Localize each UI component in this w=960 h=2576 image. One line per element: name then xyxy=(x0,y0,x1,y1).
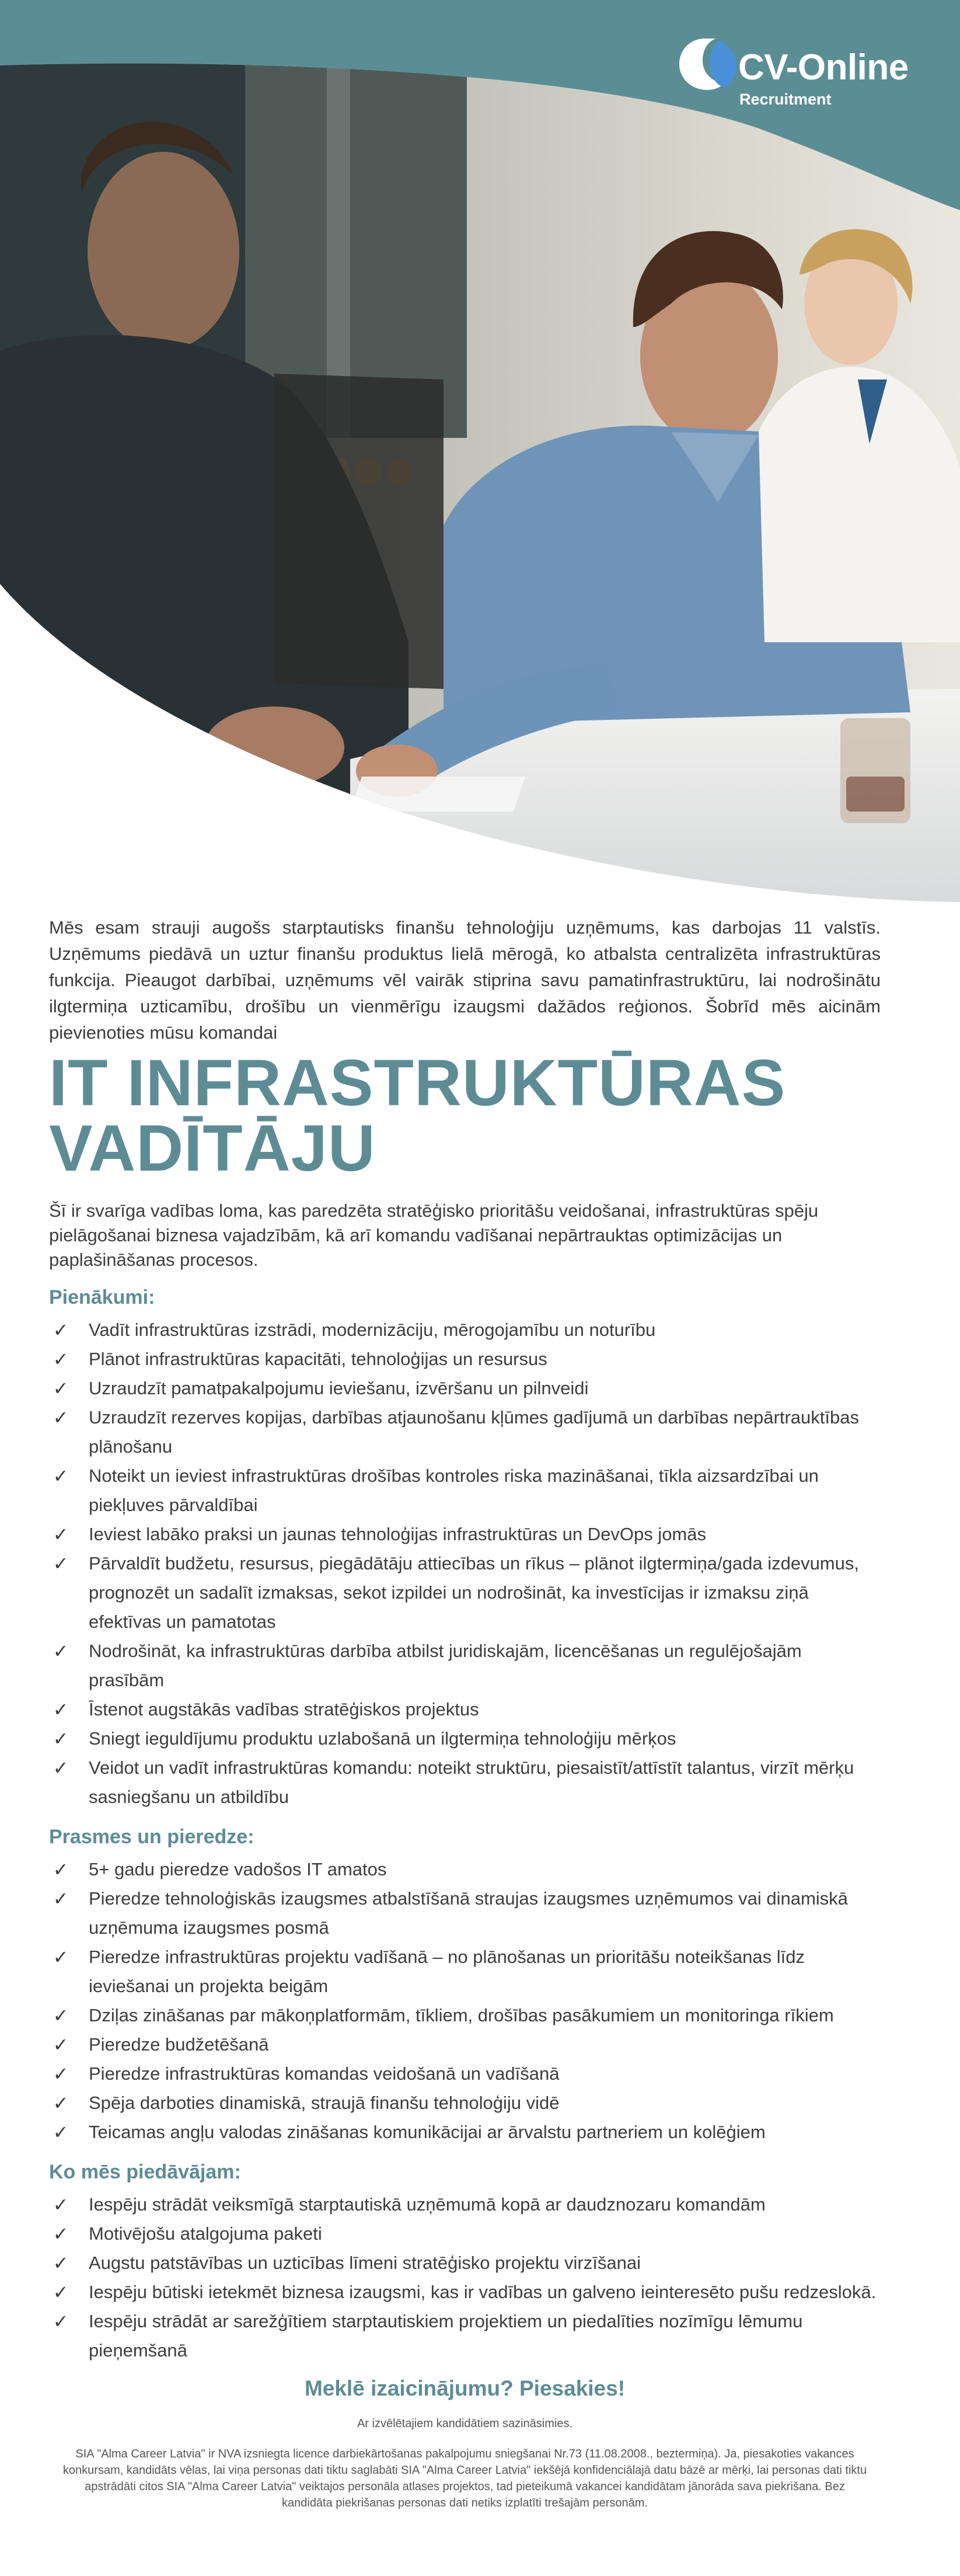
check-icon: ✓ xyxy=(53,1699,69,1720)
skills-heading: Prasmes un pieredze: xyxy=(49,1826,254,1848)
list-item: ✓ Vadīt infrastruktūras izstrādi, modernizāciju, mērogojamību un noturību xyxy=(49,1315,881,1345)
list-item: ✓ Nodrošināt, ka infrastruktūras darbība atbilst juridiskajām, licencēšanas un regulējošajām prasībām xyxy=(49,1637,881,1695)
list-item: ✓ Pieredze infrastruktūras komandas veidošanā un vadīšanā xyxy=(49,2059,881,2088)
check-icon: ✓ xyxy=(53,1553,69,1574)
hero-banner xyxy=(0,0,960,902)
check-icon: ✓ xyxy=(53,1728,69,1749)
apply-call-to-action[interactable]: Meklē izaicinājumu? Piesakies! xyxy=(304,2376,626,2400)
list-item: ✓ Veidot un vadīt infrastruktūras komandu: noteikt struktūru, piesaistīt/attīstīt talantus, virzīt mērķu sasniegšanu un atbildību xyxy=(49,1753,881,1812)
list-item: ✓ Pieredze tehnoloģiskās izaugsmes atbalstīšanā straujas izaugsmes uzņēmumos vai dinamiskā uzņēmuma izaugsmes posmā xyxy=(49,1884,881,1943)
check-icon: ✓ xyxy=(53,2194,69,2215)
check-icon: ✓ xyxy=(53,2093,69,2114)
list-item: ✓ Sniegt ieguldījumu produktu uzlabošanā un ilgtermiņa tehnoloģiju mērķos xyxy=(49,1724,881,1753)
check-icon: ✓ xyxy=(53,1641,69,1662)
check-icon: ✓ xyxy=(53,2253,69,2274)
list-item: ✓ Iespēju strādāt ar sarežģītiem starptautiskiem projektiem un piedalīties nozīmīgu lēmumu pieņemšanā xyxy=(49,2307,881,2365)
list-item: ✓ Dziļas zināšanas par mākoņplatformām, tīkliem, drošības pasākumiem un monitoringa rīkiem xyxy=(49,2001,881,2030)
skills-list xyxy=(49,1855,881,2147)
list-item: ✓ Īstenot augstākās vadības stratēģiskos projektus xyxy=(49,1695,881,1724)
job-title-line-2: VADĪTĀJU xyxy=(49,1112,376,1185)
check-icon: ✓ xyxy=(53,1378,69,1399)
list-item: ✓ Iespēju strādāt veiksmīgā starptautiskā uzņēmumā kopā ar daudznozaru komandām xyxy=(49,2190,881,2219)
duties-heading: Pienākumi: xyxy=(49,1286,155,1308)
job-ad-content xyxy=(49,914,881,2511)
check-icon: ✓ xyxy=(53,1349,69,1370)
brand-sub: Recruitment xyxy=(739,90,832,108)
list-item: ✓ Plānot infrastruktūras kapacitāti, tehnoloģijas un resursus xyxy=(49,1345,881,1374)
intro-paragraph: Mēs esam strauji augošs starptautisks finanšu tehnoloģiju uzņēmums, kas darbojas 11 valstīs. Uzņēmums piedāvā un uztur finanšu produktus lielā mērogā, ko atbalsta centralizēta infrastruktūras funkcija. Pieaugot darbībai, uzņēmums vēl vairāk stiprina savu pamatinfrastruktūru, lai nodrošinātu ilgtermiņa uzticamību, drošību un vienmērīgu izaugsmi dažādos reģionos. Šobrīd mēs aicinām pievienoties mūsu komandai xyxy=(49,917,881,1043)
check-icon: ✓ xyxy=(53,2034,69,2055)
list-item: ✓ Augstu patstāvības un uzticības līmeni stratēģisko projektu virzīšanai xyxy=(49,2248,881,2278)
cv-online-logo-icon xyxy=(677,34,741,92)
list-item: ✓ Pieredze infrastruktūras projektu vadīšanā – no plānošanas un prioritāšu noteikšanas līdz ieviešanai un projekta beigām xyxy=(49,1943,881,2001)
check-icon: ✓ xyxy=(53,1757,69,1778)
job-title xyxy=(49,1046,881,1185)
check-icon: ✓ xyxy=(53,1947,69,1968)
check-icon: ✓ xyxy=(53,1888,69,1909)
list-item: ✓ Teicamas angļu valodas zināšanas komunikācijai ar ārvalstu partneriem un kolēģiem xyxy=(49,2118,881,2147)
list-item: ✓ Uzraudzīt rezerves kopijas, darbības atjaunošanu kļūmes gadījumā un darbības nepārtrauktības plānošanu xyxy=(49,1403,881,1461)
check-icon: ✓ xyxy=(53,1859,69,1880)
check-icon: ✓ xyxy=(53,2223,69,2244)
check-icon: ✓ xyxy=(53,1465,69,1487)
check-icon: ✓ xyxy=(53,1407,69,1428)
check-icon: ✓ xyxy=(53,1524,69,1545)
list-item: ✓ Pārvaldīt budžetu, resursus, piegādātāju attiecības un rīkus – plānot ilgtermiņa/gada izdevumus, prognozēt un sadalīt izmaksas, sekot izpildei un nodrošināt, ka investīcijas ir izmaksu ziņā efektīvas un pamatotas xyxy=(49,1549,881,1637)
check-icon: ✓ xyxy=(53,2282,69,2303)
job-title-line-1: IT INFRASTRUKTŪRAS xyxy=(49,1046,786,1119)
list-item: ✓ Noteikt un ieviest infrastruktūras drošības kontroles riska mazināšanai, tīkla aizsardzībai un piekļuves pārvaldībai xyxy=(49,1461,881,1520)
list-item: ✓ Uzraudzīt pamatpakalpojumu ieviešanu, izvēršanu un pilnveidi xyxy=(49,1374,881,1403)
offer-heading: Ko mēs piedāvājam: xyxy=(49,2161,241,2183)
hero-photo xyxy=(0,0,960,902)
contact-note: Ar izvēlētajiem kandidātiem sazināsimies. xyxy=(357,2417,573,2430)
check-icon: ✓ xyxy=(53,2005,69,2026)
cv-online-logo[interactable] xyxy=(677,34,922,116)
brand-name: CV-Online xyxy=(738,47,909,88)
legal-disclaimer: SIA "Alma Career Latvia" ir NVA izsniegta licence darbiekārtošanas pakalpojumu sniegšanai Nr.73 (11.08.2008., beztermiņa). Ja, piesakoties vakances konkursam, kandidāts vēlas, lai viņa personas dati tiktu saglabāti SIA "Alma Career Latvia" iekšējā konfidenciālajā datu bāzē ar mērķi, lai personas dati tiktu apstrādāti citos SIA "Alma Career Latvia" veiktajos personāla atlases projektos, tad pieteikumā vakancei kandidātam jānorāda sava piekrišana. Bez kandidāta piekrišanas personas dati netiks izplatīti trešajām personām. xyxy=(62,2448,867,2509)
check-icon: ✓ xyxy=(53,1320,69,1341)
list-item: ✓ Motivējošu atalgojuma paketi xyxy=(49,2219,881,2248)
list-item: ✓ Spēja darboties dinamiskā, straujā finanšu tehnoloģiju vidē xyxy=(49,2088,881,2118)
check-icon: ✓ xyxy=(53,2311,69,2332)
list-item: ✓ 5+ gadu pieredze vadošos IT amatos xyxy=(49,1855,881,1884)
list-item: ✓ Pieredze budžetēšanā xyxy=(49,2030,881,2059)
role-summary: Šī ir svarīga vadības loma, kas paredzēta stratēģisko prioritāšu veidošanai, infrastruktūras spēju pielāgošanai biznesa vajadzībām, kā arī komandu vadīšanai nepārtrauktas optimizācijas un paplašināšanas procesos. xyxy=(49,1200,819,1270)
list-item: ✓ Ieviest labāko praksi un jaunas tehnoloģijas infrastruktūras un DevOps jomās xyxy=(49,1520,881,1549)
list-item: ✓ Iespēju būtiski ietekmēt biznesa izaugsmi, kas ir vadības un galveno ieinteresēto pušu redzeslokā. xyxy=(49,2278,881,2307)
offer-list xyxy=(49,2190,881,2365)
duties-list xyxy=(49,1315,881,1812)
check-icon: ✓ xyxy=(53,2122,69,2143)
check-icon: ✓ xyxy=(53,2063,69,2084)
